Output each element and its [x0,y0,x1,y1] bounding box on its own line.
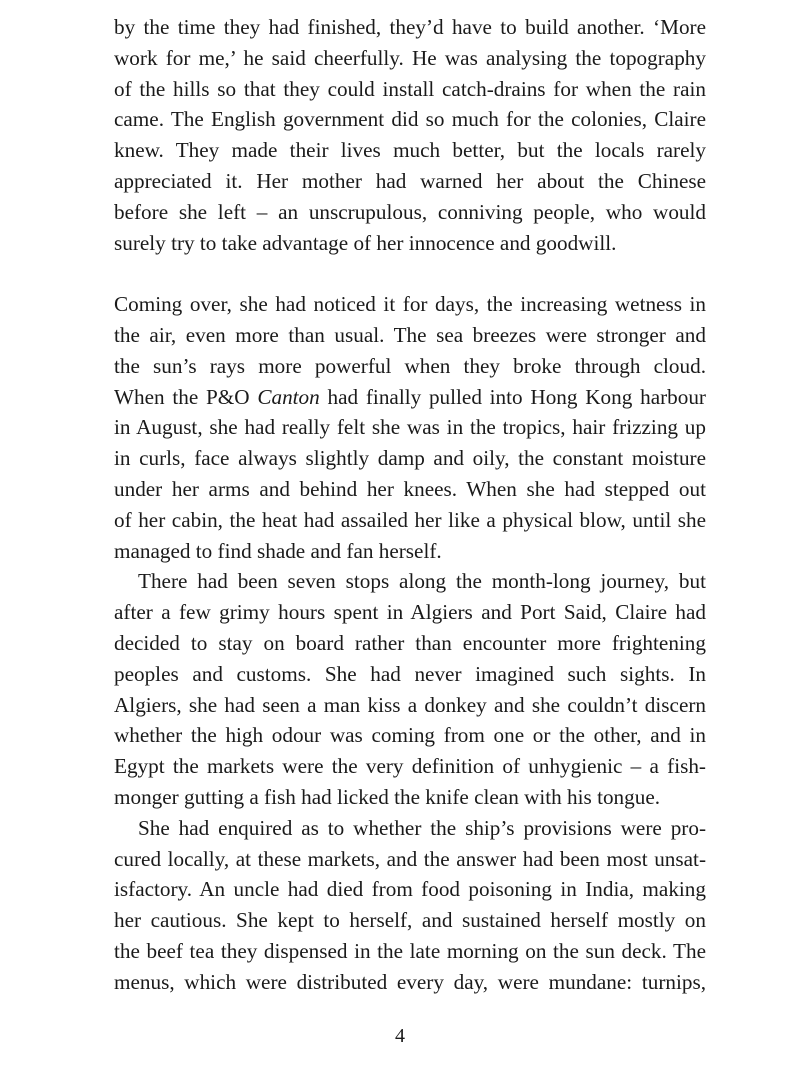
text-line: in curls, face always slightly damp and oily, the constant moisture [114,446,706,471]
text-line: cured locally, at these markets, and the answer had been most unsat- [114,846,706,871]
text-line: decided to stay on board rather than encounter more frightening [114,630,706,655]
text-line: work for me,’ he said cheerfully. He was analysing the topography [114,45,706,70]
text-line: isfactory. An uncle had died from food poisoning in India, making [114,877,706,902]
text-line: of her cabin, the heat had assailed her like a physical blow, until she [114,507,706,532]
text-line: There had been seven stops along the month-long journey, but [138,569,706,594]
text-line: Egypt the markets were the very definition of unhygienic – a fish- [114,754,706,779]
paragraph-1 [114,12,706,258]
text-line: in August, she had really felt she was in the tropics, hair frizzing up [114,415,706,440]
text-line [114,382,706,413]
text-line: appreciated it. Her mother had warned her about the Chinese [114,168,706,193]
text-line: peoples and customs. She had never imagined such sights. In [114,661,706,686]
paragraph-2 [114,289,706,566]
text-line: came. The English government did so much for the colonies, Claire [114,107,706,132]
text-line: under her arms and behind her knees. When she had stepped out [114,476,706,501]
text-line: whether the high odour was coming from one or the other, and in [114,723,706,748]
page-number: 4 [395,1025,405,1047]
text-line: the air, even more than usual. The sea breezes were stronger and [114,322,706,347]
ship-name-italic: Canton [257,384,320,409]
text-line: before she left – an unscrupulous, conniving people, who would [114,199,706,224]
text-line: her cautious. She kept to herself, and sustained herself mostly on [114,908,706,933]
text-line: monger gutting a fish had licked the knife clean with his tongue. [114,784,661,809]
text-run: had finally pulled into Hong Kong harbour [319,384,706,409]
text-run: When the P&O [114,384,258,409]
text-line: She had enquired as to whether the ship’s provisions were pro- [138,815,706,840]
paragraph-3 [114,566,706,812]
text-line: of the hills so that they could install catch-drains for when the rain [114,76,706,101]
text-line: the sun’s rays more powerful when they broke through cloud. [114,353,706,378]
section-break [114,258,706,289]
text-line: knew. They made their lives much better, but the locals rarely [114,138,706,163]
book-page-body [114,12,706,998]
text-line: menus, which were distributed every day, were mundane: turnips, [114,969,706,994]
text-line: Algiers, she had seen a man kiss a donkey and she couldn’t discern [114,692,706,717]
text-line: surely try to take advantage of her innocence and goodwill. [114,230,617,255]
paragraph-4 [114,813,706,998]
text-line: after a few grimy hours spent in Algiers and Port Said, Claire had [114,600,706,625]
text-line: managed to find shade and fan herself. [114,538,442,563]
text-line: by the time they had finished, they’d have to build another. ‘More [114,15,706,39]
text-line: Coming over, she had noticed it for days, the increasing wetness in [114,292,706,317]
text-line: the beef tea they dispensed in the late morning on the sun deck. The [114,938,706,963]
